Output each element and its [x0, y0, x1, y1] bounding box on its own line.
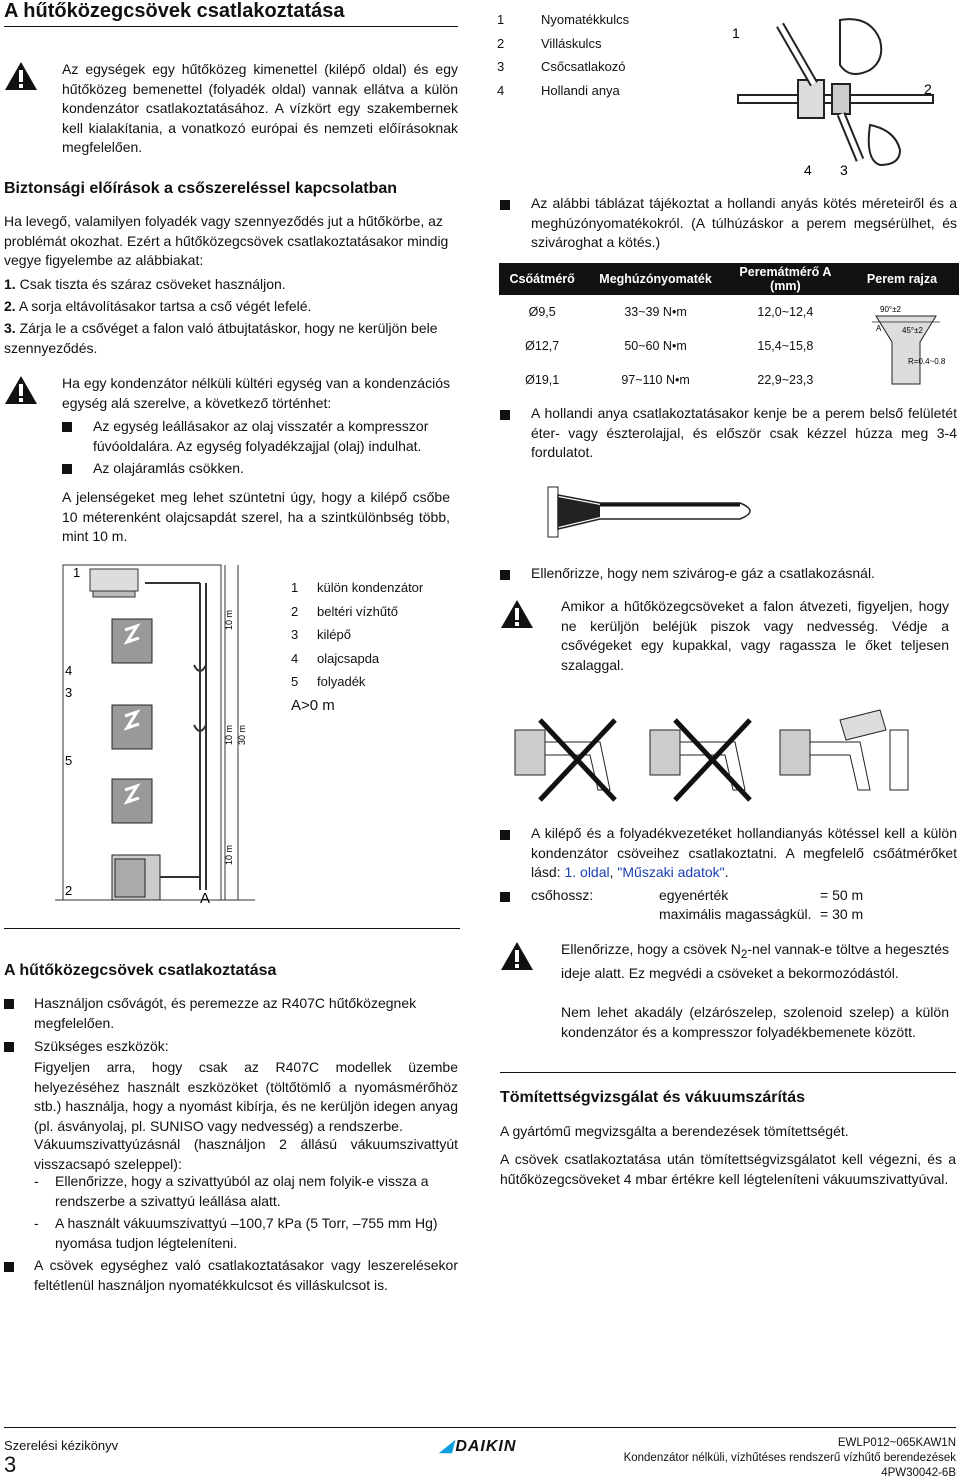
flare-label: R=0.4~0.8	[908, 356, 946, 366]
flare-label: 90°±2	[880, 304, 901, 314]
legend-item	[291, 674, 423, 698]
legend-item	[291, 580, 423, 604]
dim-label: 10 m	[224, 724, 234, 745]
legend-label: külön kondenzátor	[317, 580, 424, 595]
oil-note: A hollandi anya csatlakoztatásakor kenje be a perem belső felületét éter- vagy észterolajjal, és először csak kézzel húzza meg 3-4 fordulatot.	[531, 405, 957, 460]
callout-A: A	[200, 890, 211, 907]
wrench-diagram	[720, 10, 950, 180]
building-legend	[291, 580, 423, 698]
warning-icon	[4, 374, 38, 406]
warning-icon	[4, 60, 38, 92]
legend-item	[497, 36, 629, 60]
footer-manual: Szerelési kézikönyv	[4, 1438, 119, 1453]
safety-list	[4, 275, 460, 358]
section2-dash2: A használt vákuumszivattyú –100,7 kPa (5 Torr, –755 mm Hg) nyomása tudjon légteleníteni.	[55, 1215, 438, 1251]
dash-marker: -	[34, 1173, 39, 1189]
daikin-mark-icon: ◢	[440, 1438, 454, 1455]
safety-intro: Ha levegő, valamilyen folyadék vagy szennyeződés jut a hűtőkörbe, az problémát okozhat. Ezért a hűtőközegcsövek csatlakoztatásakor mindig vegye figyelembe az alábbiakat:	[4, 213, 449, 268]
col-header: Peremátmérő A (mm)	[726, 263, 845, 295]
legend-label: folyadék	[317, 674, 366, 689]
dash-marker: -	[34, 1215, 39, 1231]
col-header: Csőátmérő	[499, 263, 585, 295]
table-cell: 12,0~12,4	[757, 305, 814, 319]
flare-drawing-cell	[845, 295, 959, 397]
table-cell: Ø9,5	[528, 305, 556, 319]
n2-subscript: 2	[740, 947, 748, 961]
legend-item	[291, 627, 423, 651]
vacuum-p1: A gyártómű megvizsgálta a berendezések tömítettségét.	[500, 1123, 849, 1139]
table-intro: Az alábbi táblázat tájékoztat a hollandi anyás kötés méreteiről és a meghúzónyomatékokról. (A túlhúzáskor a perem megsérülhet, és szivároghat a kötés.)	[531, 195, 957, 250]
footer-description: Kondenzátor nélküli, vízhűtéses rendszerű vízhűtő berendezések	[623, 1452, 956, 1464]
legend-label: Hollandi anya	[541, 82, 620, 98]
section2-b2: Szükséges eszközök:	[34, 1038, 169, 1054]
warning-outdoor-text: Ha egy kondenzátor nélküli kültéri egység van a kondenzációs egység alá szerelve, a következő történhet:	[62, 375, 450, 411]
flare-label: A	[876, 323, 882, 333]
link-technical-data[interactable]: "Műszaki adatok"	[617, 864, 725, 880]
section2-title: A hűtőközegcsövek csatlakoztatása	[4, 962, 277, 979]
connect-separator: ,	[609, 864, 618, 880]
legend-number: 2	[291, 603, 299, 619]
bullet-marker	[4, 999, 14, 1009]
pipe-length-row2-key: maximális magasságkül.	[659, 906, 812, 922]
warning-icon	[500, 598, 534, 630]
legend-label: beltéri vízhűtő	[317, 603, 398, 619]
table-header-row	[499, 263, 959, 295]
list-item	[4, 297, 460, 316]
col-header: Perem rajza	[845, 263, 959, 295]
section-rule	[500, 1072, 956, 1073]
flare-table	[499, 263, 959, 397]
title-rule	[4, 26, 458, 27]
callout-4: 4	[804, 162, 812, 178]
footer-rule	[4, 1427, 956, 1428]
building-diagram	[55, 555, 265, 910]
legend-item	[497, 12, 629, 36]
condition-label: A>0 m	[291, 697, 335, 714]
list-item	[4, 319, 460, 358]
leak-check: Ellenőrizze, hogy nem szivárog-e gáz a csatlakozásnál.	[531, 565, 875, 581]
col-header: Meghúzónyomaték	[585, 263, 725, 295]
connect-end: .	[724, 864, 729, 880]
table-row	[499, 295, 959, 329]
warning-intro: Az egységek egy hűtőközeg kimenettel (kilépő oldal) és egy hűtőközeg bemenettel (folyadék oldal) vannak ellátva a külön kondenzátor csatlakoztatásához. A vízkört egy szakembernek kell kialakítania, a vonatkozó európai és nemzeti előírásoknak megfelelően.	[62, 61, 458, 155]
dim-label: 10 m	[224, 609, 234, 630]
table-cell: 15,4~15,8	[757, 339, 814, 353]
pipe-flare-diagram	[540, 475, 780, 555]
table-cell: 97~110 N•m	[621, 373, 690, 387]
legend-number: 4	[291, 650, 299, 666]
legend-item	[291, 651, 423, 675]
callout-1: 1	[732, 25, 740, 41]
section-rule	[4, 928, 460, 929]
legend-number: 1	[291, 580, 299, 595]
bullet-marker	[500, 200, 510, 210]
footer-code: 4PW30042-6B	[881, 1467, 956, 1479]
bullet-marker	[62, 464, 72, 474]
vacuum-p2: A csövek csatlakoztatása után tömítettségvizsgálatot kell végezni, és a hűtőközegcsöveket 4 mbar értékre kell légteleníteni vákuumszivattyúval.	[500, 1151, 956, 1187]
callout-4: 4	[65, 663, 73, 678]
legend-label: olajcsapda	[317, 650, 380, 666]
bullet-marker	[4, 1042, 14, 1052]
link-page-1[interactable]: 1. oldal	[564, 864, 610, 880]
callout-5: 5	[65, 753, 73, 768]
callout-2: 2	[924, 81, 932, 97]
item-number: 3.	[4, 320, 16, 336]
vacuum-title: Tömítettségvizsgálat és vákuumszárítás	[500, 1089, 806, 1106]
pipe-length-row1-key: egyenérték	[659, 887, 729, 903]
legend-label: Nyomatékkulcs	[541, 12, 630, 27]
callout-2: 2	[65, 883, 73, 898]
table-cell: Ø19,1	[525, 373, 560, 387]
footer-page-number: 3	[4, 1452, 17, 1477]
bullet-marker	[500, 410, 510, 420]
legend-number: 5	[291, 674, 299, 689]
outdoor-bullet-2: Az olajáramlás csökken.	[93, 460, 244, 476]
legend-item	[497, 83, 629, 107]
item-text: Zárja le a csővéget a falon való átbujtatáskor, hogy ne kerüljön bele szennyeződés.	[4, 320, 438, 356]
section2-b2-p1: Figyeljen arra, hogy csak az R407C modellek üzembe helyezéséhez használt eszközöket (töltőtömlő a nyomásmérőhöz stb.) használja, hogy a nyomást kibírja, és ne kerüljön idegen anyag (pl. ásványolaj, pl. SUNISO vagy nedvesség) a rendszerbe.	[34, 1059, 458, 1134]
warning-wall: Amikor a hűtőközegcsöveket a falon átvezeti, figyeljen, hogy ne kerüljön beléjük piszok vagy nedvesség. Védje a csővégeket egy kupakkal, vagy ragassza le őket teljesen szalaggal.	[561, 598, 949, 673]
warning-n2-p1	[561, 940, 949, 984]
list-item	[4, 275, 460, 294]
outdoor-bullet-1: Az egység leállásakor az olaj visszatér a kompresszor fúvóoldalára. Az egység folyadékzajjal (olaj) indulhat.	[93, 418, 429, 454]
tools-legend	[497, 12, 629, 106]
flare-drawing	[846, 300, 958, 390]
table-cell: 50~60 N•m	[624, 339, 687, 353]
legend-number: 1	[497, 12, 505, 27]
callout-3: 3	[65, 685, 73, 700]
pipe-length-row1-value: = 50 m	[820, 887, 864, 903]
connect-note	[531, 824, 957, 883]
item-number: 1.	[4, 276, 16, 292]
bullet-marker	[4, 1262, 14, 1272]
bullet-marker	[62, 422, 72, 432]
bullet-marker	[500, 830, 510, 840]
safety-title: Biztonsági előírások a csőszereléssel kapcsolatban	[4, 180, 398, 197]
warning-n2-p2: Nem lehet akadály (elzárószelep, szolenoid szelep) a külön kondenzátor és a kompresszor folyadékbemenete között.	[561, 1004, 949, 1040]
flare-label: 45°±2	[902, 325, 923, 335]
legend-number: 2	[497, 35, 505, 51]
bullet-marker	[500, 570, 510, 580]
brand-name: DAIKIN	[455, 1438, 517, 1455]
item-text: A sorja eltávolításakor tartsa a cső végét lefelé.	[18, 298, 312, 314]
connect-text: A kilépő és a folyadékvezetéket hollandianyás kötéssel kell a külön kondenzátor csöveihez csatlakoztatni. A megfelelő csőátmérőket lásd:	[531, 825, 957, 880]
bullet-marker	[500, 892, 510, 902]
callout-3: 3	[840, 162, 848, 178]
footer-right	[624, 1436, 956, 1481]
footer-model: EWLP012~065KAW1N	[837, 1437, 956, 1449]
section2-b2-p2: Vákuumszivattyúzásnál (használjon 2 állású vákuumszivattyút visszacsapó szeleppel):	[34, 1136, 458, 1172]
item-number: 2.	[4, 298, 16, 314]
callout-1: 1	[73, 565, 81, 580]
legend-item	[291, 604, 423, 628]
pipe-length-row2-value: = 30 m	[820, 906, 864, 922]
legend-label: kilépő	[317, 627, 351, 642]
outdoor-after: A jelenségeket meg lehet szüntetni úgy, hogy a kilépő csőbe 10 méterenként olajcsapdát szerel, ha a szintkülönbség több, mint 10 m.	[62, 489, 450, 544]
table-cell: 33~39 N•m	[624, 305, 687, 319]
table-cell: 22,9~23,3	[757, 373, 814, 387]
legend-number: 4	[497, 82, 505, 98]
warning-icon	[500, 940, 534, 972]
legend-item	[497, 59, 629, 83]
legend-number: 3	[497, 59, 505, 74]
n2-text-a: Ellenőrizze, hogy a csövek N	[561, 941, 741, 957]
legend-label: Csőcsatlakozó	[541, 59, 626, 74]
section2-dash1: Ellenőrizze, hogy a szivattyúból az olaj nem folyik-e vissza a rendszerbe a szivattyú leállása alatt.	[55, 1173, 429, 1209]
pipe-length-label: csőhossz:	[531, 887, 594, 903]
page-title: A hűtőközegcsövek csatlakoztatása	[4, 0, 345, 22]
dim-label: 30 m	[237, 724, 247, 745]
dim-label: 10 m	[224, 844, 234, 865]
n2-text-b: -nel vannak-e töltve a hegesztés ideje alatt. Ez megvédi a csöveket a bekormozódástól.	[561, 941, 949, 982]
legend-number: 3	[291, 627, 299, 642]
section2-b3: A csövek egységhez való csatlakoztatásakor vagy leszerelésekor feltétlenül használjon nyomatékkulcsot és villáskulcsot is.	[34, 1257, 458, 1293]
section2-b1: Használjon csővágót, és peremezze az R407C hűtőközegnek megfelelően.	[34, 995, 417, 1031]
footer-brand-logo	[440, 1436, 516, 1456]
item-text: Csak tiszta és száraz csöveket használjon.	[19, 276, 286, 292]
pipe-protection-diagram	[510, 700, 930, 810]
table-cell: Ø12,7	[525, 339, 560, 353]
legend-label: Villáskulcs	[541, 35, 602, 51]
